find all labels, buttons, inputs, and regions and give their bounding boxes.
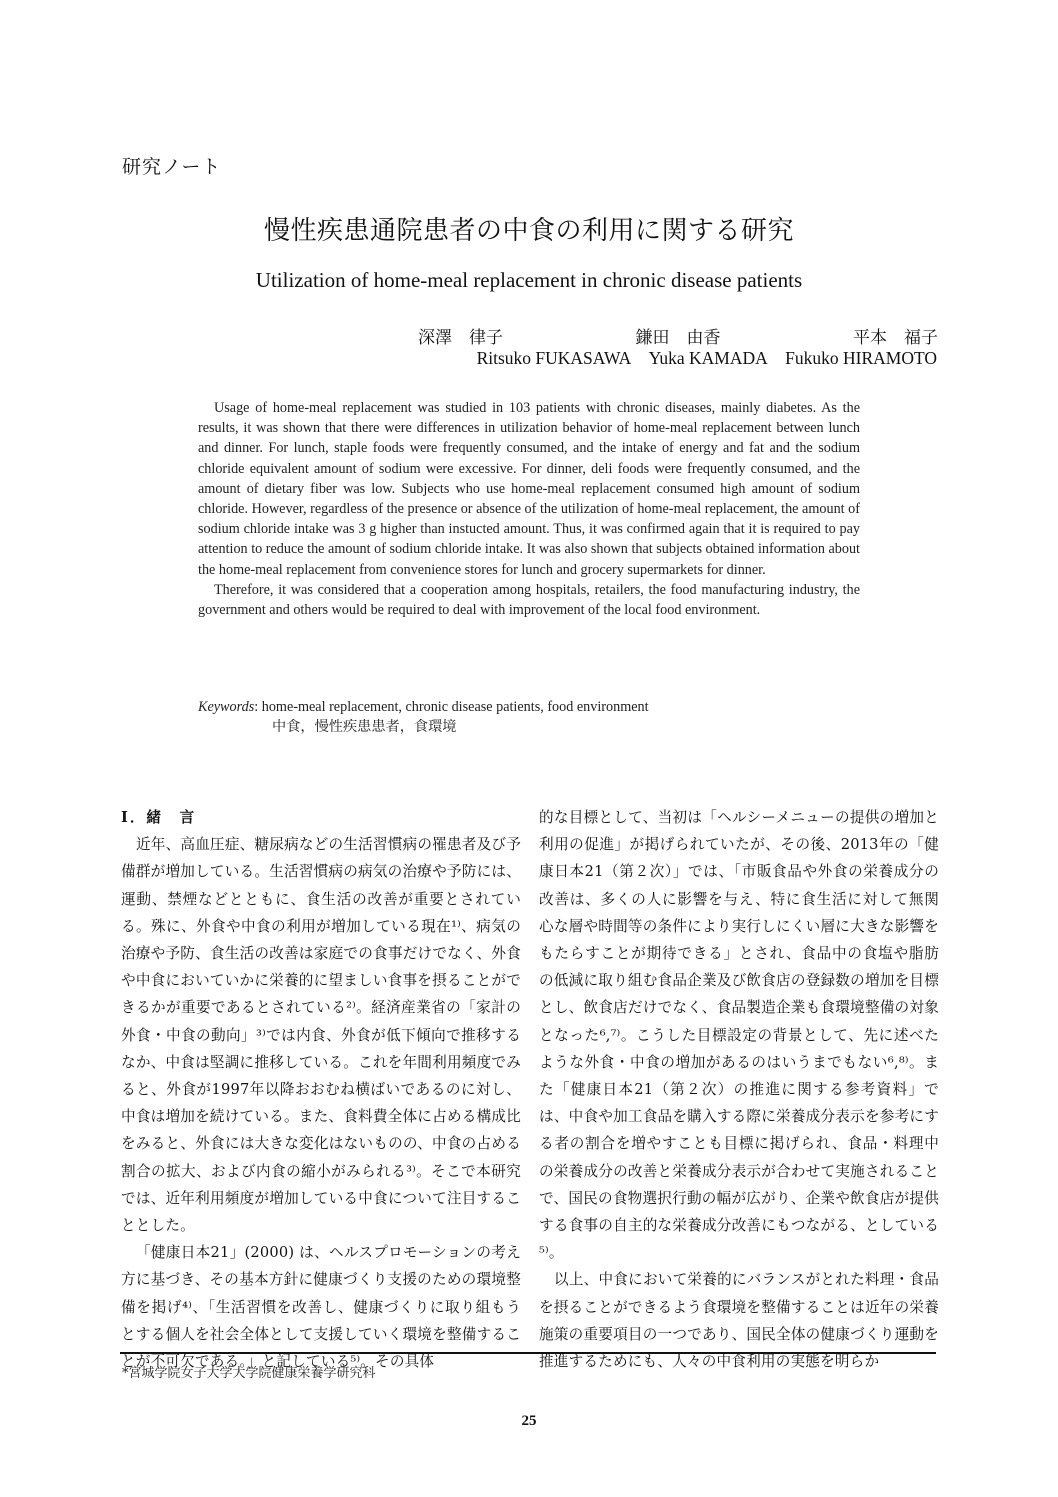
author-en-2: Yuka KAMADA	[648, 348, 767, 368]
abstract	[198, 398, 860, 620]
author-en-3: Fukuko HIRAMOTO	[785, 348, 937, 368]
body-column-right	[539, 804, 939, 1375]
footnote-divider	[120, 1352, 936, 1354]
keywords	[198, 697, 860, 737]
body-paragraph: 近年、高血圧症、糖尿病などの生活習慣病の罹患者及び予備群が増加している。生活習慣病の病気の治療や予防には、運動、禁煙などとともに、食生活の改善が重要とされている。殊に、外食や中食の利用が増加している現在¹⁾、病気の治療や予防、食生活の改善は家庭での食事だけでなく、外食や中食においていかに栄養的に望ましい食事を摂ることができるかが重要であるとされている²⁾。経済産業省の「家計の外食・中食の動向」³⁾では内食、外食が低下傾向で推移するなか、中食は堅調に推移している。これを年間利用頻度でみると、外食が1997年以降おおむね横ばいであるのに対し、中食は増加を続けている。また、食料費全体に占める構成比をみると、外食には大きな変化はないものの、中食の占める割合の拡大、および内食の縮小がみられる³⁾。そこで本研究では、近年利用頻度が増加している中食について注目することとした。	[121, 836, 521, 1235]
section-heading: Ⅰ．緒 言	[121, 809, 197, 826]
abstract-paragraph-2: Therefore, it was considered that a cooperation among hospitals, retailers, the food manufacturing industry, the government and others would be required to deal with improvement of the local food environment.	[198, 581, 860, 619]
body-paragraph: 「健康日本21」(2000) は、ヘルスプロモーションの考え方に基づき、その基本方針に健康づくり支援のための環境整備を掲げ⁴⁾、「生活習慣を改善し、健康づくりに取り組もうとする個人を社会全体として支援していく環境を整備することが不可欠である。」と記している⁵⁾。その具体	[121, 1244, 521, 1371]
affiliation-footnote: *宮城学院女子大学大学院健康栄養学研究科	[122, 1366, 376, 1381]
body-paragraph: 以上、中食において栄養的にバランスがとれた料理・食品を摂ることができるよう食環境を整備することは近年の栄養施策の重要項目の一つであり、国民全体の健康づくり運動を推進するためにも、人々の中食利用の実態を明らか	[539, 1271, 939, 1371]
authors-japanese	[418, 323, 938, 348]
author-ja-2: 鎌田 由香	[635, 328, 721, 348]
page-number: 25	[521, 1413, 537, 1429]
title-japanese: 慢性疾患通院患者の中食の利用に関する研究	[263, 216, 794, 246]
body-paragraph: 的な目標として、当初は「ヘルシーメニューの提供の増加と利用の促進」が掲げられていたが、その後、2013年の「健康日本21（第２次）」では、「市販食品や外食の栄養成分の改善は、多くの人に影響を与え、特に食生活に対して無関心な層や時間等の条件により実行しにくい層に大きな影響をもたらすことが期待できる」とされ、食品中の食塩や脂肪の低減に取り組む食品企業及び飲食店の登録数の増加を目標とし、飲食店だけでなく、食品製造企業も食環境整備の対象となった⁶,⁷⁾。こうした目標設定の背景として、先に述べたような外食・中食の増加があるのはいうまでもない⁶,⁸⁾。また「健康日本21（第２次）の推進に関する参考資料」では、中食や加工食品を購入する際に栄養成分表示を参考にする者の割合を増やすことも目標に掲げられ、食品・料理中の栄養成分の改善と栄養成分表示が合わせて実施されることで、国民の食物選択行動の幅が広がり、企業や飲食店が提供する食事の自主的な栄養成分改善にもつながる、としている⁵⁾。	[539, 809, 939, 1262]
title-english: Utilization of home-meal replacement in chronic disease patients	[255, 268, 803, 292]
abstract-paragraph-1: Usage of home-meal replacement was studied in 103 patients with chronic diseases, mainly diabetes. As the results, it was shown that there were differences in utilization behavior of home-meal replacement between lunch and dinner. For lunch, staple foods were frequently consumed, and the intake of energy and fat and the sodium chloride equivalent amount of sodium were excessive. For dinner, deli foods were frequently consumed, and the amount of dietary fiber was low. Subjects who use home-meal replacement consumed high amount of sodium chloride. However, regardless of the presence or absence of the utilization of home-meal replacement, the amount of sodium chloride intake was 3 g higher than instucted amount. Thus, it was confirmed again that it is required to pay attention to reduce the amount of sodium chloride intake. It was also shown that subjects obtained information about the home-meal replacement from convenience stores for lunch and grocery supermarkets for dinner.	[198, 400, 860, 578]
author-ja-1: 深澤 律子	[418, 328, 503, 348]
keywords-japanese: 中食，慢性疾患患者，食環境	[272, 719, 457, 735]
author-ja-3: 平本 福子	[853, 328, 938, 348]
authors-english	[463, 348, 937, 369]
article-type-label: 研究ノート	[122, 156, 222, 178]
author-en-1: Ritsuko FUKASAWA	[476, 348, 631, 368]
keywords-label: Keywords	[198, 699, 255, 715]
keywords-english: : home-meal replacement, chronic disease patients, food environment	[254, 699, 649, 715]
body-column-left	[121, 804, 521, 1375]
